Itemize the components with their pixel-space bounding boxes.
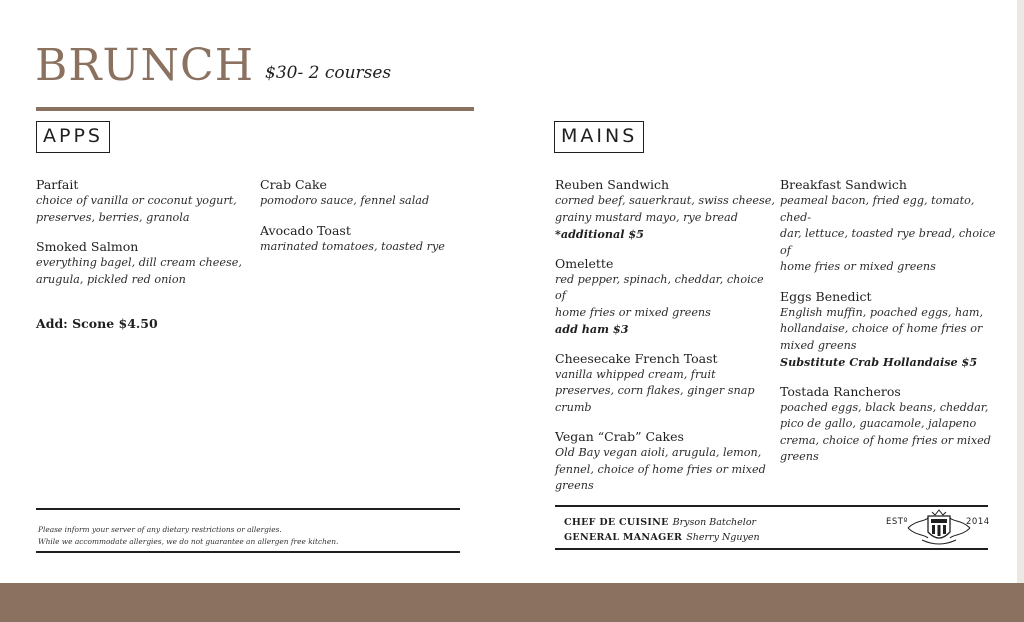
item-description: vanilla whipped cream, fruit bbox=[555, 367, 716, 381]
item-description: peameal bacon, fried egg, tomato, ched- bbox=[780, 194, 975, 224]
apps-column-1 bbox=[36, 176, 251, 300]
footer-rule-top-left bbox=[36, 508, 460, 510]
item-description: hollandaise, choice of home fries or bbox=[780, 322, 983, 335]
item-name: Avocado Toast bbox=[260, 222, 351, 238]
item-name: Eggs Benedict bbox=[780, 288, 872, 304]
mains-heading: MAINS bbox=[554, 121, 644, 153]
item-description: choice of vanilla or coconut yogurt, bbox=[36, 194, 237, 207]
menu-item bbox=[780, 176, 1005, 276]
item-description: marinated tomatoes, toasted rye bbox=[260, 239, 445, 253]
item-description: pico de gallo, guacamole, jalapeno bbox=[780, 417, 977, 430]
item-surcharge: Substitute Crab Hollandaise $5 bbox=[780, 355, 978, 369]
chef-credit bbox=[564, 515, 756, 530]
item-description: crumb bbox=[555, 400, 592, 414]
menu-item bbox=[780, 383, 1005, 466]
established-label: ESTº bbox=[886, 517, 908, 527]
menu-item bbox=[555, 255, 775, 338]
menu-item bbox=[260, 222, 480, 256]
mains-column-1 bbox=[555, 176, 775, 507]
apps-heading: APPS bbox=[36, 121, 110, 153]
item-surcharge: *additional $5 bbox=[555, 227, 644, 241]
item-description: pomodoro sauce, fennel salad bbox=[260, 194, 430, 207]
manager-name: Sherry Nguyen bbox=[686, 532, 760, 543]
bottom-band bbox=[0, 583, 1024, 622]
menu-item bbox=[780, 288, 1005, 371]
item-description: preserves, corn flakes, ginger snap bbox=[555, 384, 755, 397]
chef-role: CHEF DE CUISINE bbox=[564, 517, 669, 528]
item-surcharge: add ham $3 bbox=[555, 322, 629, 336]
apps-column-2 bbox=[260, 176, 480, 267]
item-description: greens bbox=[555, 479, 594, 492]
item-name: Reuben Sandwich bbox=[555, 177, 670, 192]
item-name: Parfait bbox=[36, 177, 79, 192]
item-name: Omelette bbox=[555, 255, 614, 271]
footer-rule-top-right bbox=[555, 505, 988, 507]
item-name: Crab Cake bbox=[260, 177, 327, 192]
allergy-line: While we accommodate allergies, we do not guarantee an allergen free kitchen. bbox=[38, 537, 339, 546]
chef-name: Bryson Batchelor bbox=[672, 517, 757, 528]
footer-rule-bottom-left bbox=[36, 551, 460, 553]
menu-item bbox=[555, 350, 775, 417]
menu-price: $30- 2 courses bbox=[265, 63, 392, 83]
item-name: Smoked Salmon bbox=[36, 239, 139, 254]
item-description: preserves, berries, granola bbox=[36, 210, 190, 224]
menu-item bbox=[36, 176, 251, 226]
menu-item bbox=[555, 428, 775, 495]
item-description: fennel, choice of home fries or mixed bbox=[555, 462, 766, 476]
menu-item bbox=[36, 238, 251, 288]
menu-item bbox=[555, 176, 775, 243]
item-name: Breakfast Sandwich bbox=[780, 177, 907, 192]
item-description: greens bbox=[780, 450, 819, 463]
title-rule bbox=[36, 107, 474, 111]
item-description: Old Bay vegan aioli, arugula, lemon, bbox=[555, 446, 762, 459]
item-description: corned beef, sauerkraut, swiss cheese, bbox=[555, 194, 775, 207]
crest-logo-icon bbox=[902, 508, 976, 548]
item-description: mixed greens bbox=[780, 338, 857, 352]
mains-column-2 bbox=[780, 176, 1005, 478]
item-name: Tostada Rancheros bbox=[780, 383, 901, 399]
item-description: home fries or mixed greens bbox=[555, 305, 711, 319]
footer-rule-bottom-right bbox=[555, 548, 988, 550]
allergy-notice bbox=[38, 524, 338, 548]
item-description: grainy mustard mayo, rye bread bbox=[555, 210, 738, 224]
addon-scone: Add: Scone $4.50 bbox=[36, 316, 158, 331]
established-year: 2014 bbox=[966, 517, 990, 527]
item-description: red pepper, spinach, cheddar, choice of bbox=[555, 272, 764, 302]
item-name: Vegan “Crab” Cakes bbox=[555, 429, 684, 444]
item-description: poached eggs, black beans, cheddar, bbox=[780, 400, 989, 414]
item-description: crema, choice of home fries or mixed bbox=[780, 433, 991, 447]
item-description: everything bagel, dill cream cheese, bbox=[36, 256, 242, 269]
item-description: home fries or mixed greens bbox=[780, 260, 936, 273]
manager-role: GENERAL MANAGER bbox=[564, 532, 683, 543]
menu-item bbox=[260, 176, 480, 210]
manager-credit bbox=[564, 530, 760, 545]
allergy-line: Please inform your server of any dietary restrictions or allergies. bbox=[38, 525, 282, 534]
item-description: dar, lettuce, toasted rye bread, choice of bbox=[780, 227, 996, 257]
item-description: English muffin, poached eggs, ham, bbox=[780, 305, 984, 319]
menu-title: BRUNCH bbox=[35, 40, 255, 91]
item-name: Cheesecake French Toast bbox=[555, 350, 718, 366]
item-description: arugula, pickled red onion bbox=[36, 272, 186, 286]
page-edge bbox=[1017, 0, 1024, 622]
